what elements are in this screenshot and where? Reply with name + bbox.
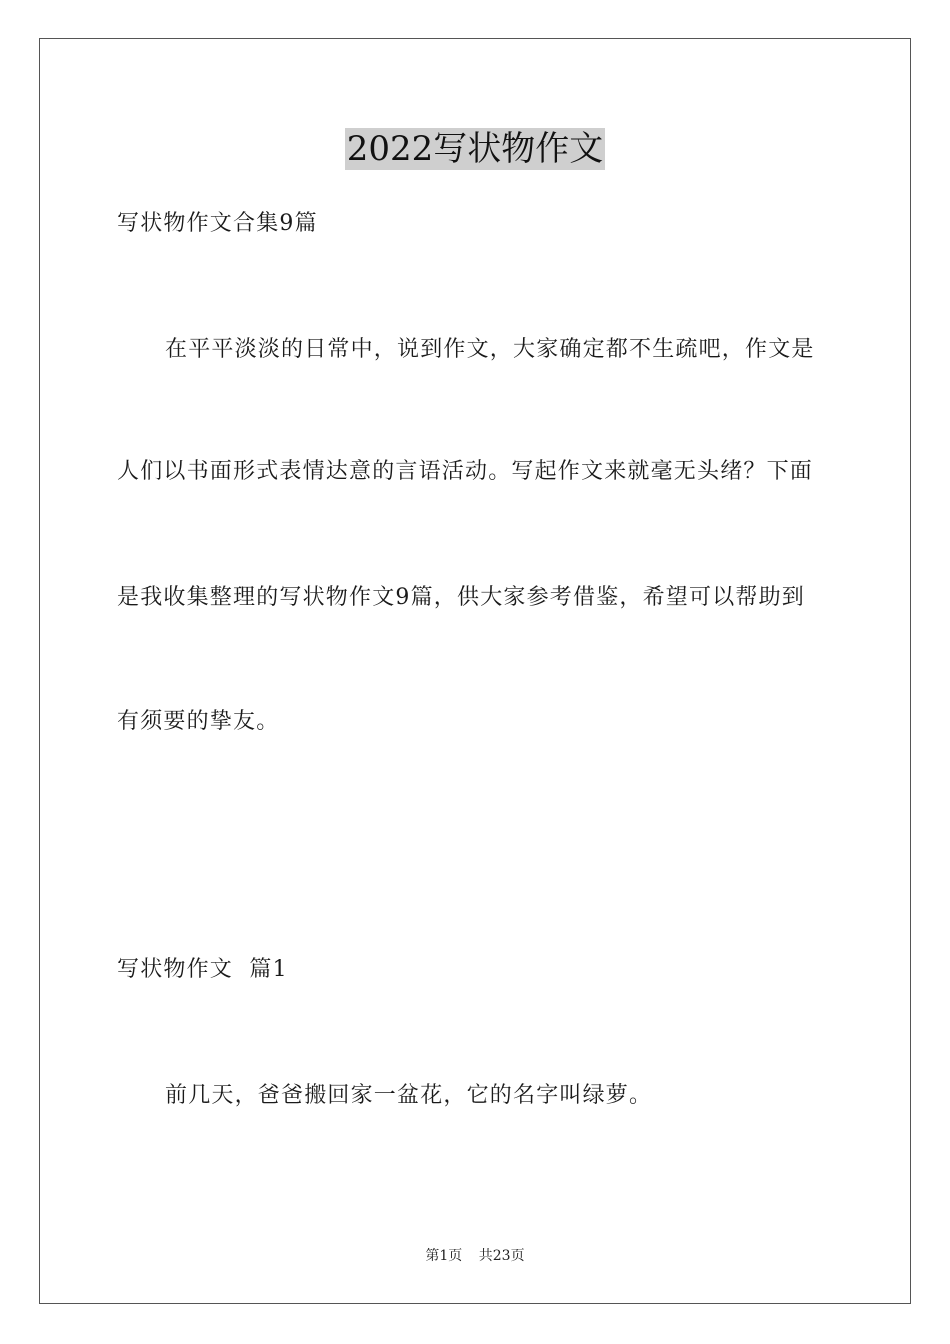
- page-footer: [0, 1247, 950, 1265]
- section-paragraph-line: 前几天，爸爸搬回家一盆花，它的名字叫绿萝。: [165, 1083, 653, 1108]
- title-container: [0, 128, 950, 170]
- intro-line-2: 人们以书面形式表情达意的言语活动。写起作文来就毫无头绪？下面: [117, 459, 814, 484]
- page-number: 第1页: [425, 1248, 463, 1264]
- document-title: 2022写状物作文: [346, 129, 604, 169]
- intro-line-3: 是我收集整理的写状物作文9篇，供大家参考借鉴，希望可以帮助到: [117, 585, 805, 610]
- document-subtitle: 写状物作文合集9篇: [117, 211, 318, 236]
- intro-line-4: 有须要的挚友。: [117, 709, 280, 734]
- section-heading: 写状物作文 篇1: [117, 957, 288, 982]
- page-total: 共23页: [478, 1248, 525, 1264]
- intro-line-1: 在平平淡淡的日常中，说到作文，大家确定都不生疏吧，作文是: [165, 337, 815, 362]
